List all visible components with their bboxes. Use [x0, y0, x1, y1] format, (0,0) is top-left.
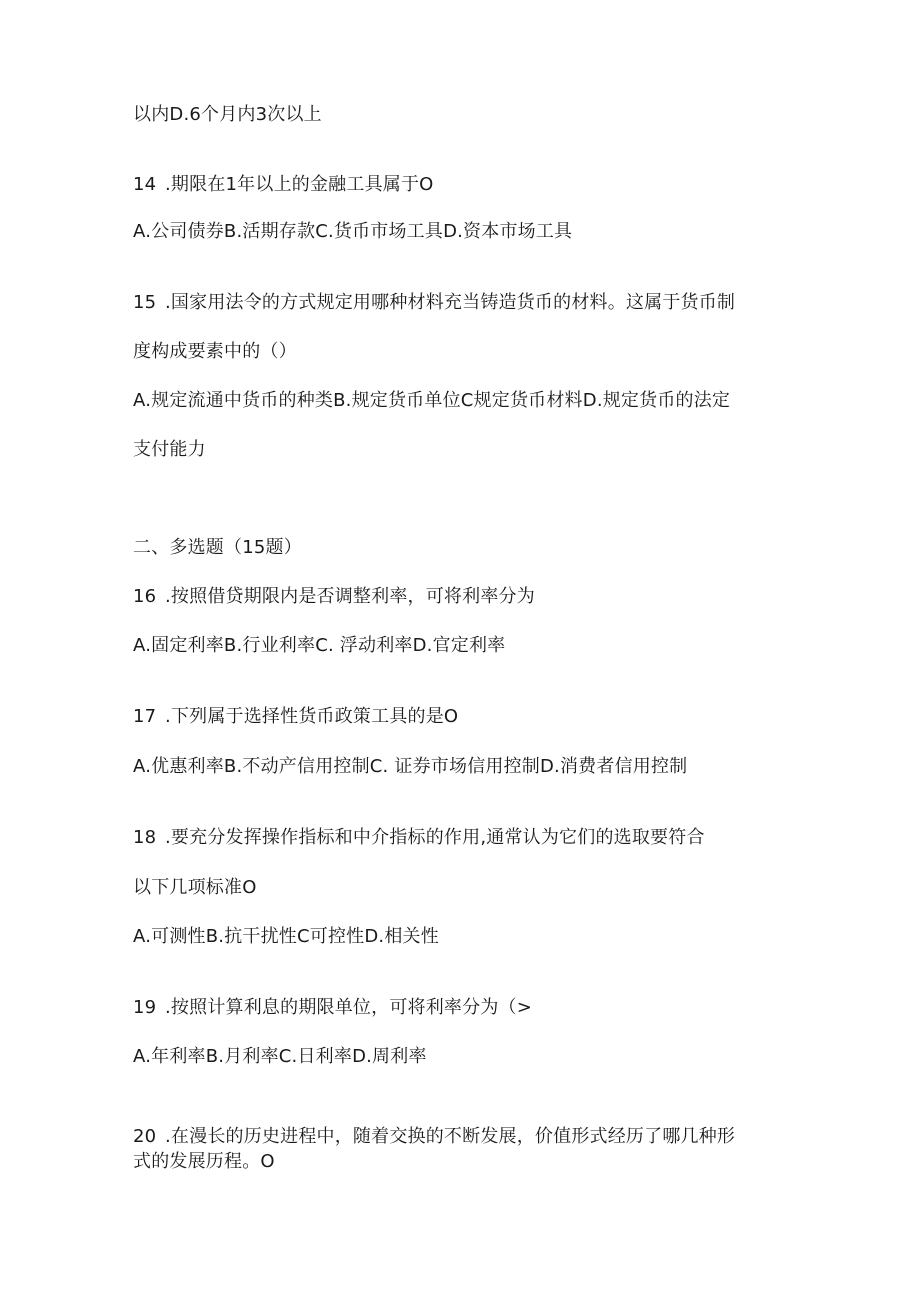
question-text: .国家用法令的方式规定用哪种材料充当铸造货币的材料。这属于货币制	[165, 292, 736, 313]
question-text: .期限在1年以上的金融工具属于O	[165, 174, 434, 195]
question-text: .要充分发挥操作指标和中介指标的作用,通常认为它们的选取要符合	[165, 827, 705, 848]
section-heading: 二、多选题（15题）	[133, 537, 302, 558]
question-17	[133, 705, 458, 729]
question-text: .按照计算利息的期限单位，可将利率分为（>	[165, 997, 533, 1018]
answer-options: A.固定利率B.行业利率C. 浮动利率D.官定利率	[133, 635, 506, 656]
text-line: 支付能力	[133, 439, 206, 460]
question-16	[133, 585, 535, 609]
text-line: 以内D.6个月内3次以上	[133, 104, 322, 125]
text-line: 式的发展历程。O	[133, 1151, 275, 1172]
question-number: 20	[133, 1126, 157, 1147]
question-text: .在漫长的历史进程中，随着交换的不断发展，价值形式经历了哪几种形	[165, 1126, 736, 1147]
question-15	[133, 291, 735, 315]
answer-options: A.年利率B.月利率C.日利率D.周利率	[133, 1046, 427, 1067]
question-number: 16	[133, 586, 157, 607]
question-14	[133, 173, 434, 197]
question-19	[133, 996, 532, 1020]
answer-options: A.规定流通中货币的种类B.规定货币单位C规定货币材料D.规定货币的法定	[133, 390, 731, 411]
text-line: 度构成要素中的（）	[133, 341, 297, 362]
question-number: 18	[133, 827, 157, 848]
question-number: 14	[133, 174, 157, 195]
question-number: 15	[133, 292, 157, 313]
answer-options: A.可测性B.抗干扰性C可控性D.相关性	[133, 926, 439, 947]
answer-options: A.公司债券B.活期存款C.货币市场工具D.资本市场工具	[133, 221, 573, 242]
question-20	[133, 1125, 735, 1149]
question-number: 19	[133, 997, 157, 1018]
answer-options: A.优惠利率B.不动产信用控制C. 证券市场信用控制D.消费者信用控制	[133, 756, 688, 777]
text-line: 以下几项标准O	[133, 877, 257, 898]
question-18	[133, 826, 705, 850]
question-text: .按照借贷期限内是否调整利率，可将利率分为	[165, 586, 535, 607]
question-number: 17	[133, 706, 157, 727]
question-text: .下列属于选择性货币政策工具的是O	[165, 706, 459, 727]
